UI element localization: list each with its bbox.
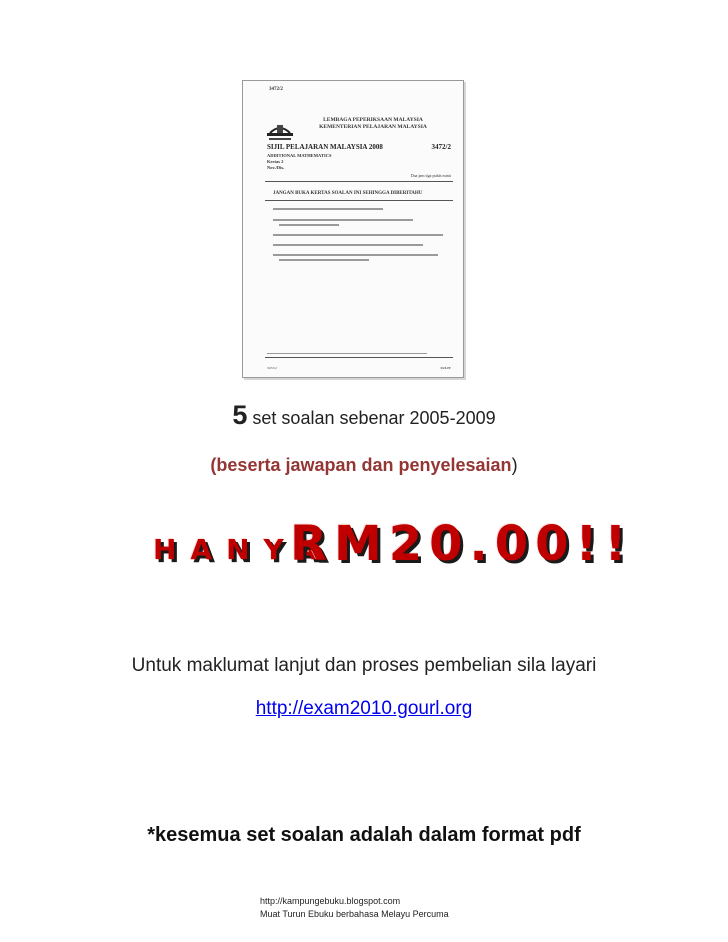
exam-duration: Dua jam tiga puluh minit: [410, 173, 451, 178]
exam-title: SIJIL PELAJARAN MALAYSIA 2008: [267, 143, 383, 151]
exam-subject: [267, 153, 331, 171]
instruction-line: [273, 208, 383, 210]
format-note: *kesemua set soalan adalah dalam format pdf: [147, 824, 581, 846]
instruction-line: [273, 219, 413, 221]
instruction-line: [279, 224, 339, 226]
subheadline-text: beserta jawapan dan penyelesaian: [216, 455, 512, 475]
promo-label: HANYA: [153, 533, 331, 566]
footer-url[interactable]: http://kampungebuku.blogspot.com: [260, 896, 401, 906]
instruction-line: [279, 259, 369, 261]
exam-board: [303, 117, 443, 131]
subheadline-open: (: [210, 455, 217, 475]
instruction-line: [273, 254, 438, 256]
headline-number: 5: [232, 400, 248, 430]
subheadline-close: ): [511, 455, 518, 475]
instruction-line: [273, 234, 443, 236]
headline: [0, 400, 728, 431]
instruction-line: [273, 244, 423, 246]
exam-code: 3472/2: [431, 143, 451, 151]
footer-tagline: Muat Turun Ebuku berbahasa Melayu Percuma: [260, 909, 449, 919]
divider: [265, 357, 453, 358]
exam-paper-image: [242, 80, 464, 378]
paper-footer-code: 3472/2: [267, 366, 277, 370]
headline-text: set soalan sebenar 2005-2009: [247, 408, 496, 428]
paper-warning: JANGAN BUKA KERTAS SOALAN INI SEHINGGA DIBERITAHU: [273, 191, 423, 196]
info-text: Untuk maklumat lanjut dan proses pembelian sila layari: [131, 655, 597, 676]
exam-date: Nov./Dis.: [267, 165, 285, 170]
board-line-2: KEMENTERIAN PELAJARAN MALAYSIA: [319, 124, 427, 130]
subject-name: ADDITIONAL MATHEMATICS: [267, 153, 332, 158]
page-footer: [260, 895, 449, 921]
board-line-1: LEMBAGA PEPERIKSAAN MALAYSIA: [323, 117, 423, 123]
paper-code: 3472/2: [269, 87, 283, 92]
purchase-link[interactable]: http://exam2010.gourl.org: [255, 698, 473, 719]
divider: [265, 181, 453, 182]
paper-number: Kertas 2: [267, 159, 284, 164]
crest-icon: [265, 121, 295, 143]
divider: [265, 200, 453, 201]
paper-footer-right: SULIT: [440, 366, 451, 370]
footer-line: [267, 353, 427, 354]
promo-price: RM20.00!!: [290, 516, 634, 572]
subheadline: [0, 455, 728, 476]
